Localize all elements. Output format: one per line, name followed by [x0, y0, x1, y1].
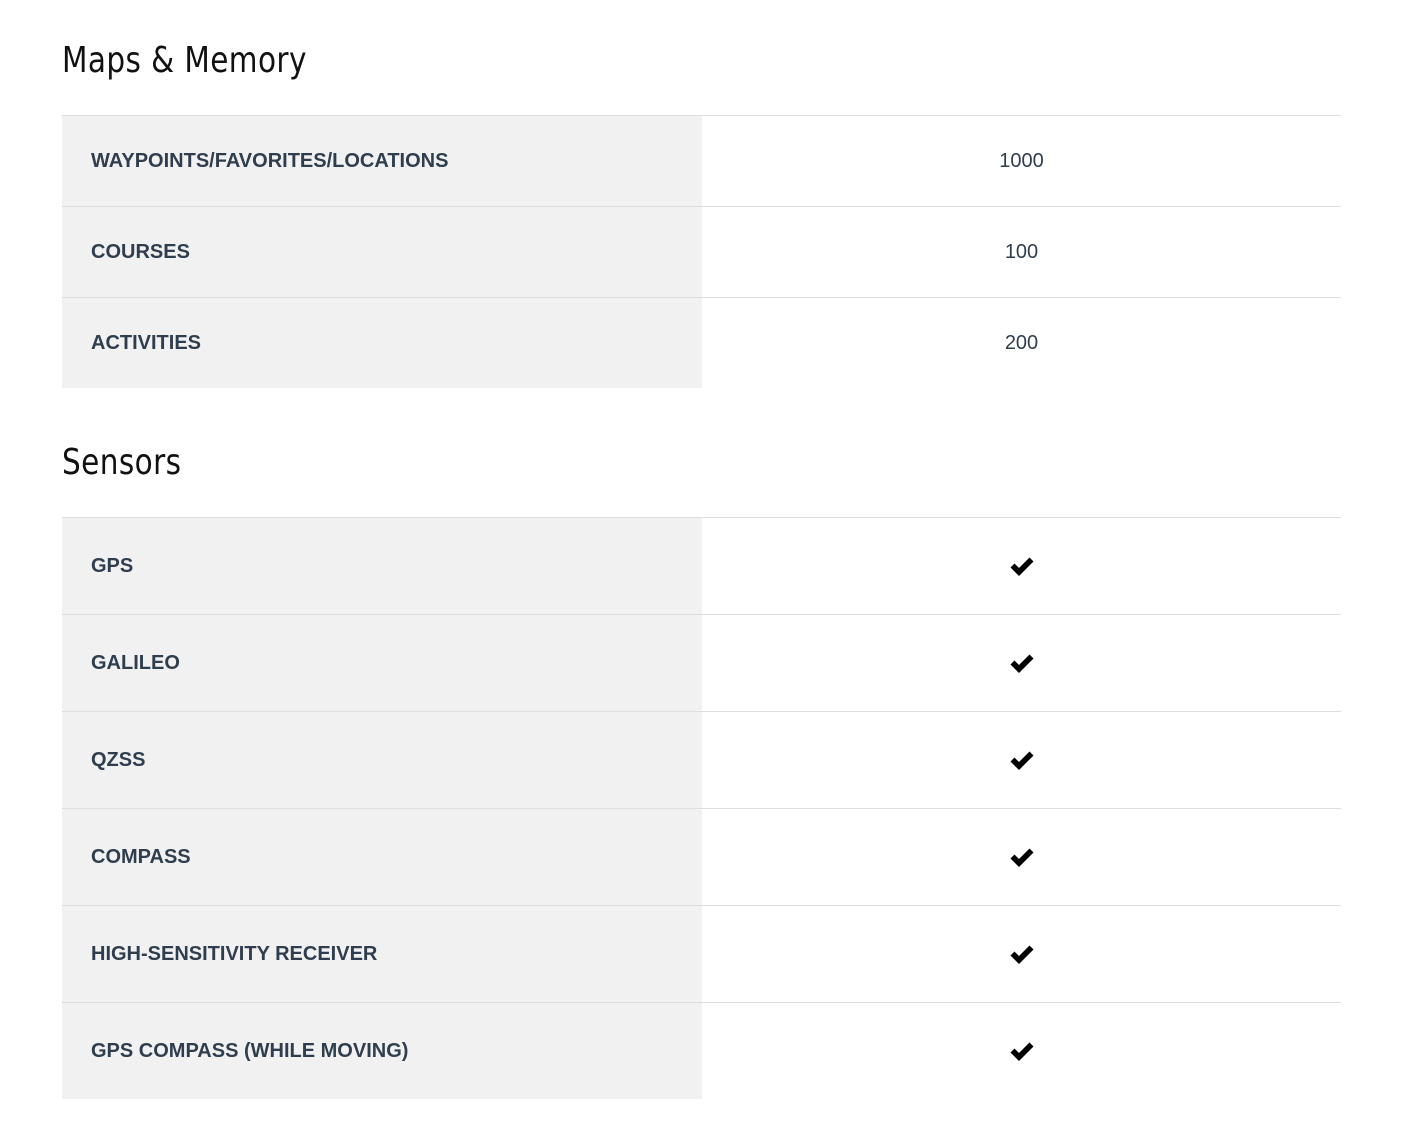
- spec-row: [62, 298, 1341, 388]
- sensors-table: [62, 517, 1341, 1099]
- section-title-sensors: Sensors: [62, 442, 182, 483]
- spec-label: QZSS: [62, 712, 702, 808]
- check-icon: [1009, 749, 1035, 771]
- spec-value: [702, 809, 1341, 905]
- check-icon: [1009, 1040, 1035, 1062]
- spec-label: GPS: [62, 518, 702, 614]
- check-icon: [1009, 846, 1035, 868]
- spec-value: 100: [1004, 240, 1039, 263]
- spec-row: [62, 906, 1341, 1003]
- spec-value: [702, 518, 1341, 614]
- spec-label: HIGH-SENSITIVITY RECEIVER: [62, 906, 702, 1002]
- spec-label: COURSES: [62, 207, 702, 297]
- spec-value: [702, 712, 1341, 808]
- check-icon: [1009, 943, 1035, 965]
- spec-row: [62, 809, 1341, 906]
- spec-label: GALILEO: [62, 615, 702, 711]
- maps-memory-table: [62, 115, 1341, 388]
- spec-value: [702, 615, 1341, 711]
- check-icon: [1009, 555, 1035, 577]
- spec-label: GPS COMPASS (WHILE MOVING): [62, 1003, 702, 1099]
- spec-row: [62, 712, 1341, 809]
- spec-value: 1000: [999, 149, 1044, 172]
- spec-row: [62, 518, 1341, 615]
- spec-label: WAYPOINTS/FAVORITES/LOCATIONS: [62, 116, 702, 206]
- spec-row: [62, 207, 1341, 298]
- spec-row: [62, 1003, 1341, 1099]
- spec-label: COMPASS: [62, 809, 702, 905]
- spec-value: [702, 1003, 1341, 1099]
- check-icon: [1009, 652, 1035, 674]
- spec-label: ACTIVITIES: [62, 298, 702, 388]
- spec-value: [702, 906, 1341, 1002]
- spec-row: [62, 615, 1341, 712]
- spec-value: 200: [1004, 331, 1039, 354]
- section-title-maps-memory: Maps & Memory: [62, 40, 307, 81]
- spec-row: [62, 116, 1341, 207]
